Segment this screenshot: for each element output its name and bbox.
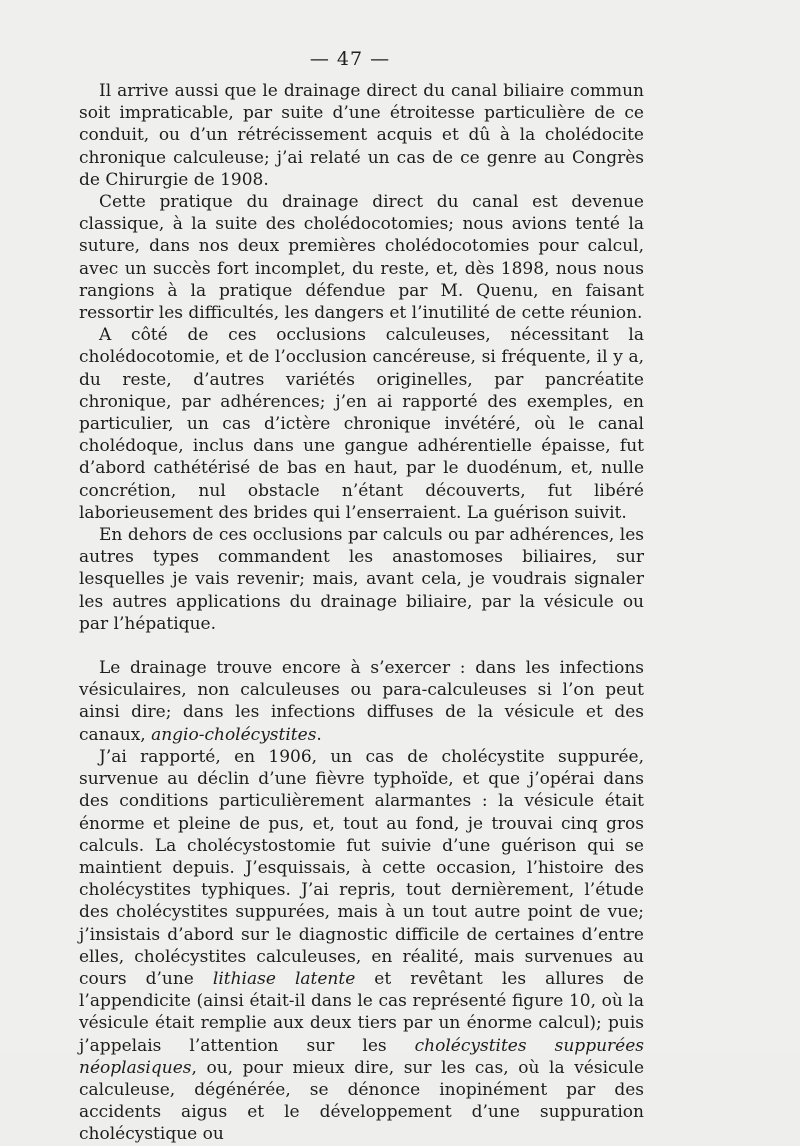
paragraph-6-emphasis-1: lithiase latente: [212, 968, 356, 989]
paragraph-5-emphasis: angio-cholécystites: [151, 724, 317, 745]
paragraph-6: [79, 746, 644, 1146]
paragraph-6-text-middle: et revêtant les allures de l’appendicite (ainsi était-il dans le cas représenté figure 10, où la vésicule était remplie aux deux tiers par un énorme calcul); puis j’appelais l’attention sur les: [79, 968, 644, 1056]
paragraph-5-text-before: Le drainage trouve encore à s’exercer : dans les infections vésiculaires, non calculeuses ou para-calculeuses si l’on peut ainsi dire; dans les infections diffuses de la vésicule et des canaux,: [79, 658, 644, 745]
page-body: [79, 80, 644, 1146]
paragraph-6-text-before: J’ai rapporté, en 1906, un cas de cholécystite suppurée, survenue au déclin d’une fièvre typhoïde, et que j’opérai dans des conditions particulièrement alarmantes : la vésicule était énorme et pleine de pus, et, tout au fond, je trouvai cinq gros calculs. La cholécystostomie fut suivie d’une guérison qui se maintient depuis. J’esquissais, à cette occasion, l’histoire des cholécystites typhiques. J’ai repris, tout dernièrement, l’étude des cholécystites suppurées, mais à un tout autre point de vue; j’insistais d’abord sur le diagnostic difficile de certaines d’entre elles, cholécystites calculeuses, en réalité, mais survenues au cours d’une: [79, 746, 644, 989]
paragraph-1: Il arrive aussi que le drainage direct du canal biliaire commun soit impraticable, par suite d’une étroitesse particulière de ce conduit, ou d’un rétrécissement acquis et dû à la cholédocite chronique calculeuse; j’ai relaté un cas de ce genre au Congrès de Chirurgie de 1908.: [79, 81, 644, 190]
paragraph-6-emphasis-2: cholécystites suppurées néoplasiques: [79, 1035, 644, 1078]
paragraph-5-text-after: .: [316, 724, 322, 745]
section-gap: [79, 635, 644, 657]
paragraph-3: A côté de ces occlusions calculeuses, nécessitant la cholédocotomie, et de l’occlusion cancéreuse, si fréquente, il y a, du reste, d’autres variétés originelles, par pancréatite chronique, par adhérences; j’en ai rapporté des exemples, en particulier, un cas d’ictère chronique invétéré, où le canal cholédoque, inclus dans une gangue adhérentielle épaisse, fut d’abord cathétérisé de bas en haut, par le duodénum, et, nulle concrétion, nul obstacle n’étant découverts, fut libéré laborieusement des brides qui l’enserraient. La guérison suivit.: [79, 325, 644, 523]
paragraph-5: [79, 657, 644, 746]
paragraph-2: Cette pratique du drainage direct du canal est devenue classique, à la suite des cholédocotomies; nous avions tenté la suture, dans nos deux premières cholédocotomies pour calcul, avec un succès fort incomplet, du reste, et, dès 1898, nous nous rangions à la pratique défendue par M. Quenu, en faisant ressortir les difficultés, les dangers et l’inutilité de cette réunion.: [79, 192, 644, 324]
paragraph-6-text-after: , ou, pour mieux dire, sur les cas, où la vésicule calculeuse, dégénérée, se dénonce inopinément par des accidents aigus et le développement d’une suppuration cholécystique ou: [79, 1057, 644, 1145]
paragraph-4: En dehors de ces occlusions par calculs ou par adhérences, les autres types commandent les anastomoses biliaires, sur lesquelles je vais revenir; mais, avant cela, je voudrais signaler les autres applications du drainage biliaire, par la vésicule ou par l’hépatique.: [79, 525, 644, 634]
page-number: — 47 —: [309, 48, 391, 70]
